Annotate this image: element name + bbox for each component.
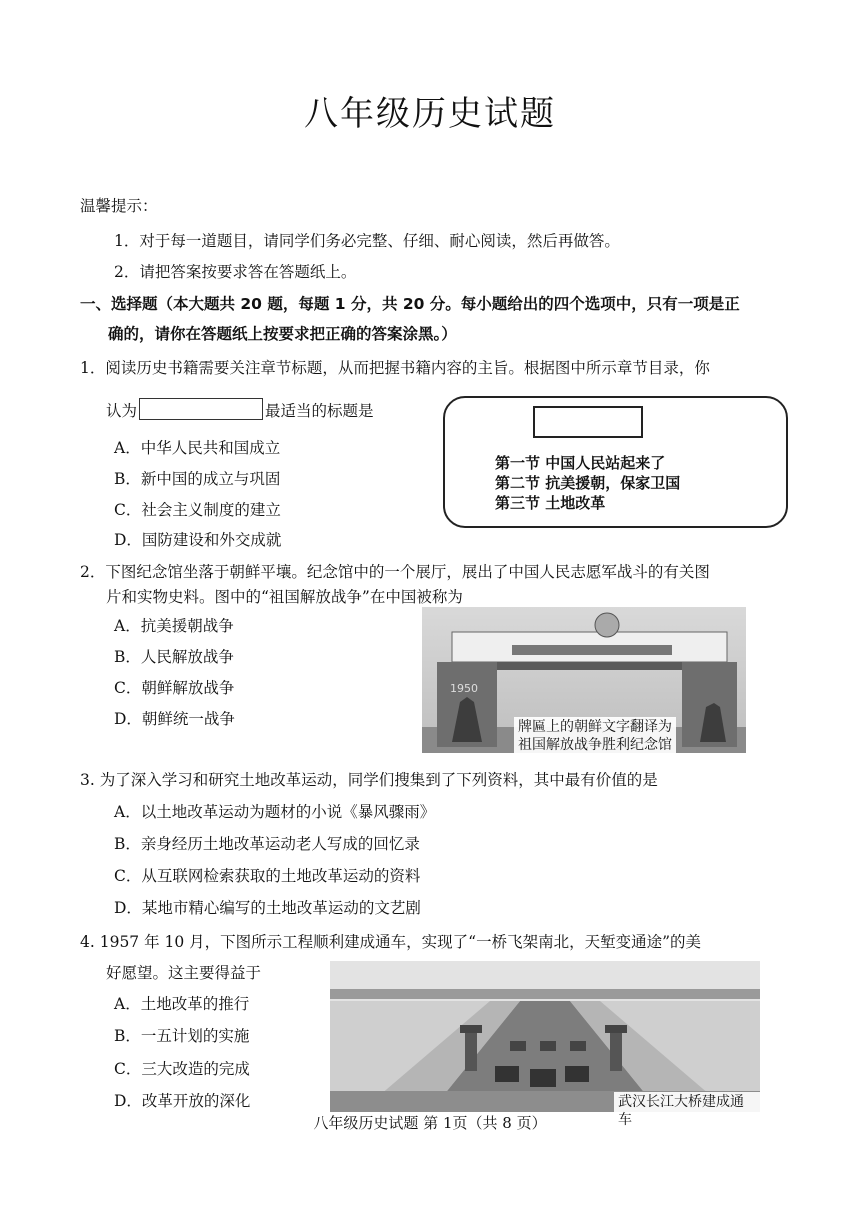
q1-stem-post: 最适当的标题是: [265, 402, 374, 420]
q1-option-c: C．社会主义制度的建立: [114, 501, 281, 519]
q1-stem: 1．阅读历史书籍需要关注章节标题，从而把握书籍内容的主旨。根据图中所示章节目录，你: [80, 359, 710, 377]
q3-option-a: A．以土地改革运动为题材的小说《暴风骤雨》: [114, 803, 436, 821]
q1-option-d: D．国防建设和外交成就: [114, 531, 282, 549]
q2-option-d: D．朝鲜统一战争: [114, 710, 235, 728]
bridge-image: [330, 961, 760, 1112]
section-heading-cont: 确的，请你在答题纸上按要求把正确的答案涂黑。）: [108, 325, 457, 343]
hint-item: 1．对于每一道题目，请同学们务必完整、仔细、耐心阅读，然后再做答。: [114, 232, 620, 250]
answer-blank: [139, 398, 263, 420]
hints-heading: 温馨提示：: [80, 197, 158, 215]
q1-option-a: A．中华人民共和国成立: [114, 439, 281, 457]
q1-stem-cont: [106, 398, 374, 421]
q4-option-d: D．改革开放的深化: [114, 1092, 251, 1110]
hint-item: 2．请把答案按要求答在答题纸上。: [114, 263, 357, 281]
chapter-toc-box: [443, 396, 788, 528]
toc-item: 第一节 中国人民站起来了: [495, 454, 666, 472]
q2-option-b: B．人民解放战争: [114, 648, 234, 666]
q2-stem: 2．下图纪念馆坐落于朝鲜平壤。纪念馆中的一个展厅，展出了中国人民志愿军战斗的有关图: [80, 563, 710, 581]
q2-option-c: C．朝鲜解放战争: [114, 679, 235, 697]
q4-option-c: C．三大改造的完成: [114, 1060, 250, 1078]
q2-option-a: A．抗美援朝战争: [114, 617, 234, 635]
q4-stem: 4. 1957 年 10 月，下图所示工程顺利建成通车，实现了“一桥飞架南北，天堑变通途”的美: [80, 933, 702, 951]
q2-stem-cont: 片和实物史料。图中的“祖国解放战争”在中国被称为: [106, 588, 463, 606]
toc-item: 第三节 土地改革: [495, 494, 606, 512]
section-heading: 一、选择题（本大题共 20 题，每题 1 分，共 20 分。每小题给出的四个选项中，只有一项是正: [80, 295, 740, 313]
q1-stem-pre: 认为: [106, 402, 138, 420]
q4-stem-cont: 好愿望。这主要得益于: [106, 964, 262, 982]
toc-title-blank: [533, 406, 643, 438]
q4-option-b: B．一五计划的实施: [114, 1027, 250, 1045]
memorial-hall-photo: [422, 607, 746, 753]
page-title: 八年级历史试题: [304, 94, 556, 134]
photo-caption-line: 祖国解放战争胜利纪念馆: [518, 737, 672, 753]
q1-option-b: B．新中国的成立与巩固: [114, 470, 281, 488]
q4-option-a: A．土地改革的推行: [114, 995, 250, 1013]
photo-caption: 武汉长江大桥建成通车: [614, 1092, 760, 1130]
q3-option-c: C．从互联网检索获取的土地改革运动的资料: [114, 867, 421, 885]
toc-item: 第二节 抗美援朝，保家卫国: [495, 474, 681, 492]
photo-caption: [514, 717, 676, 755]
q3-stem: 3. 为了深入学习和研究土地改革运动，同学们搜集到了下列资料，其中最有价值的是: [80, 771, 658, 789]
photo-year-label: 1950: [450, 682, 478, 695]
q3-option-d: D．某地市精心编写的土地改革运动的文艺剧: [114, 899, 421, 917]
photo-caption-line: 牌匾上的朝鲜文字翻译为: [518, 719, 672, 735]
q3-option-b: B．亲身经历土地改革运动老人写成的回忆录: [114, 835, 420, 853]
page-footer: 八年级历史试题 第 1页（共 8 页）: [313, 1114, 547, 1132]
